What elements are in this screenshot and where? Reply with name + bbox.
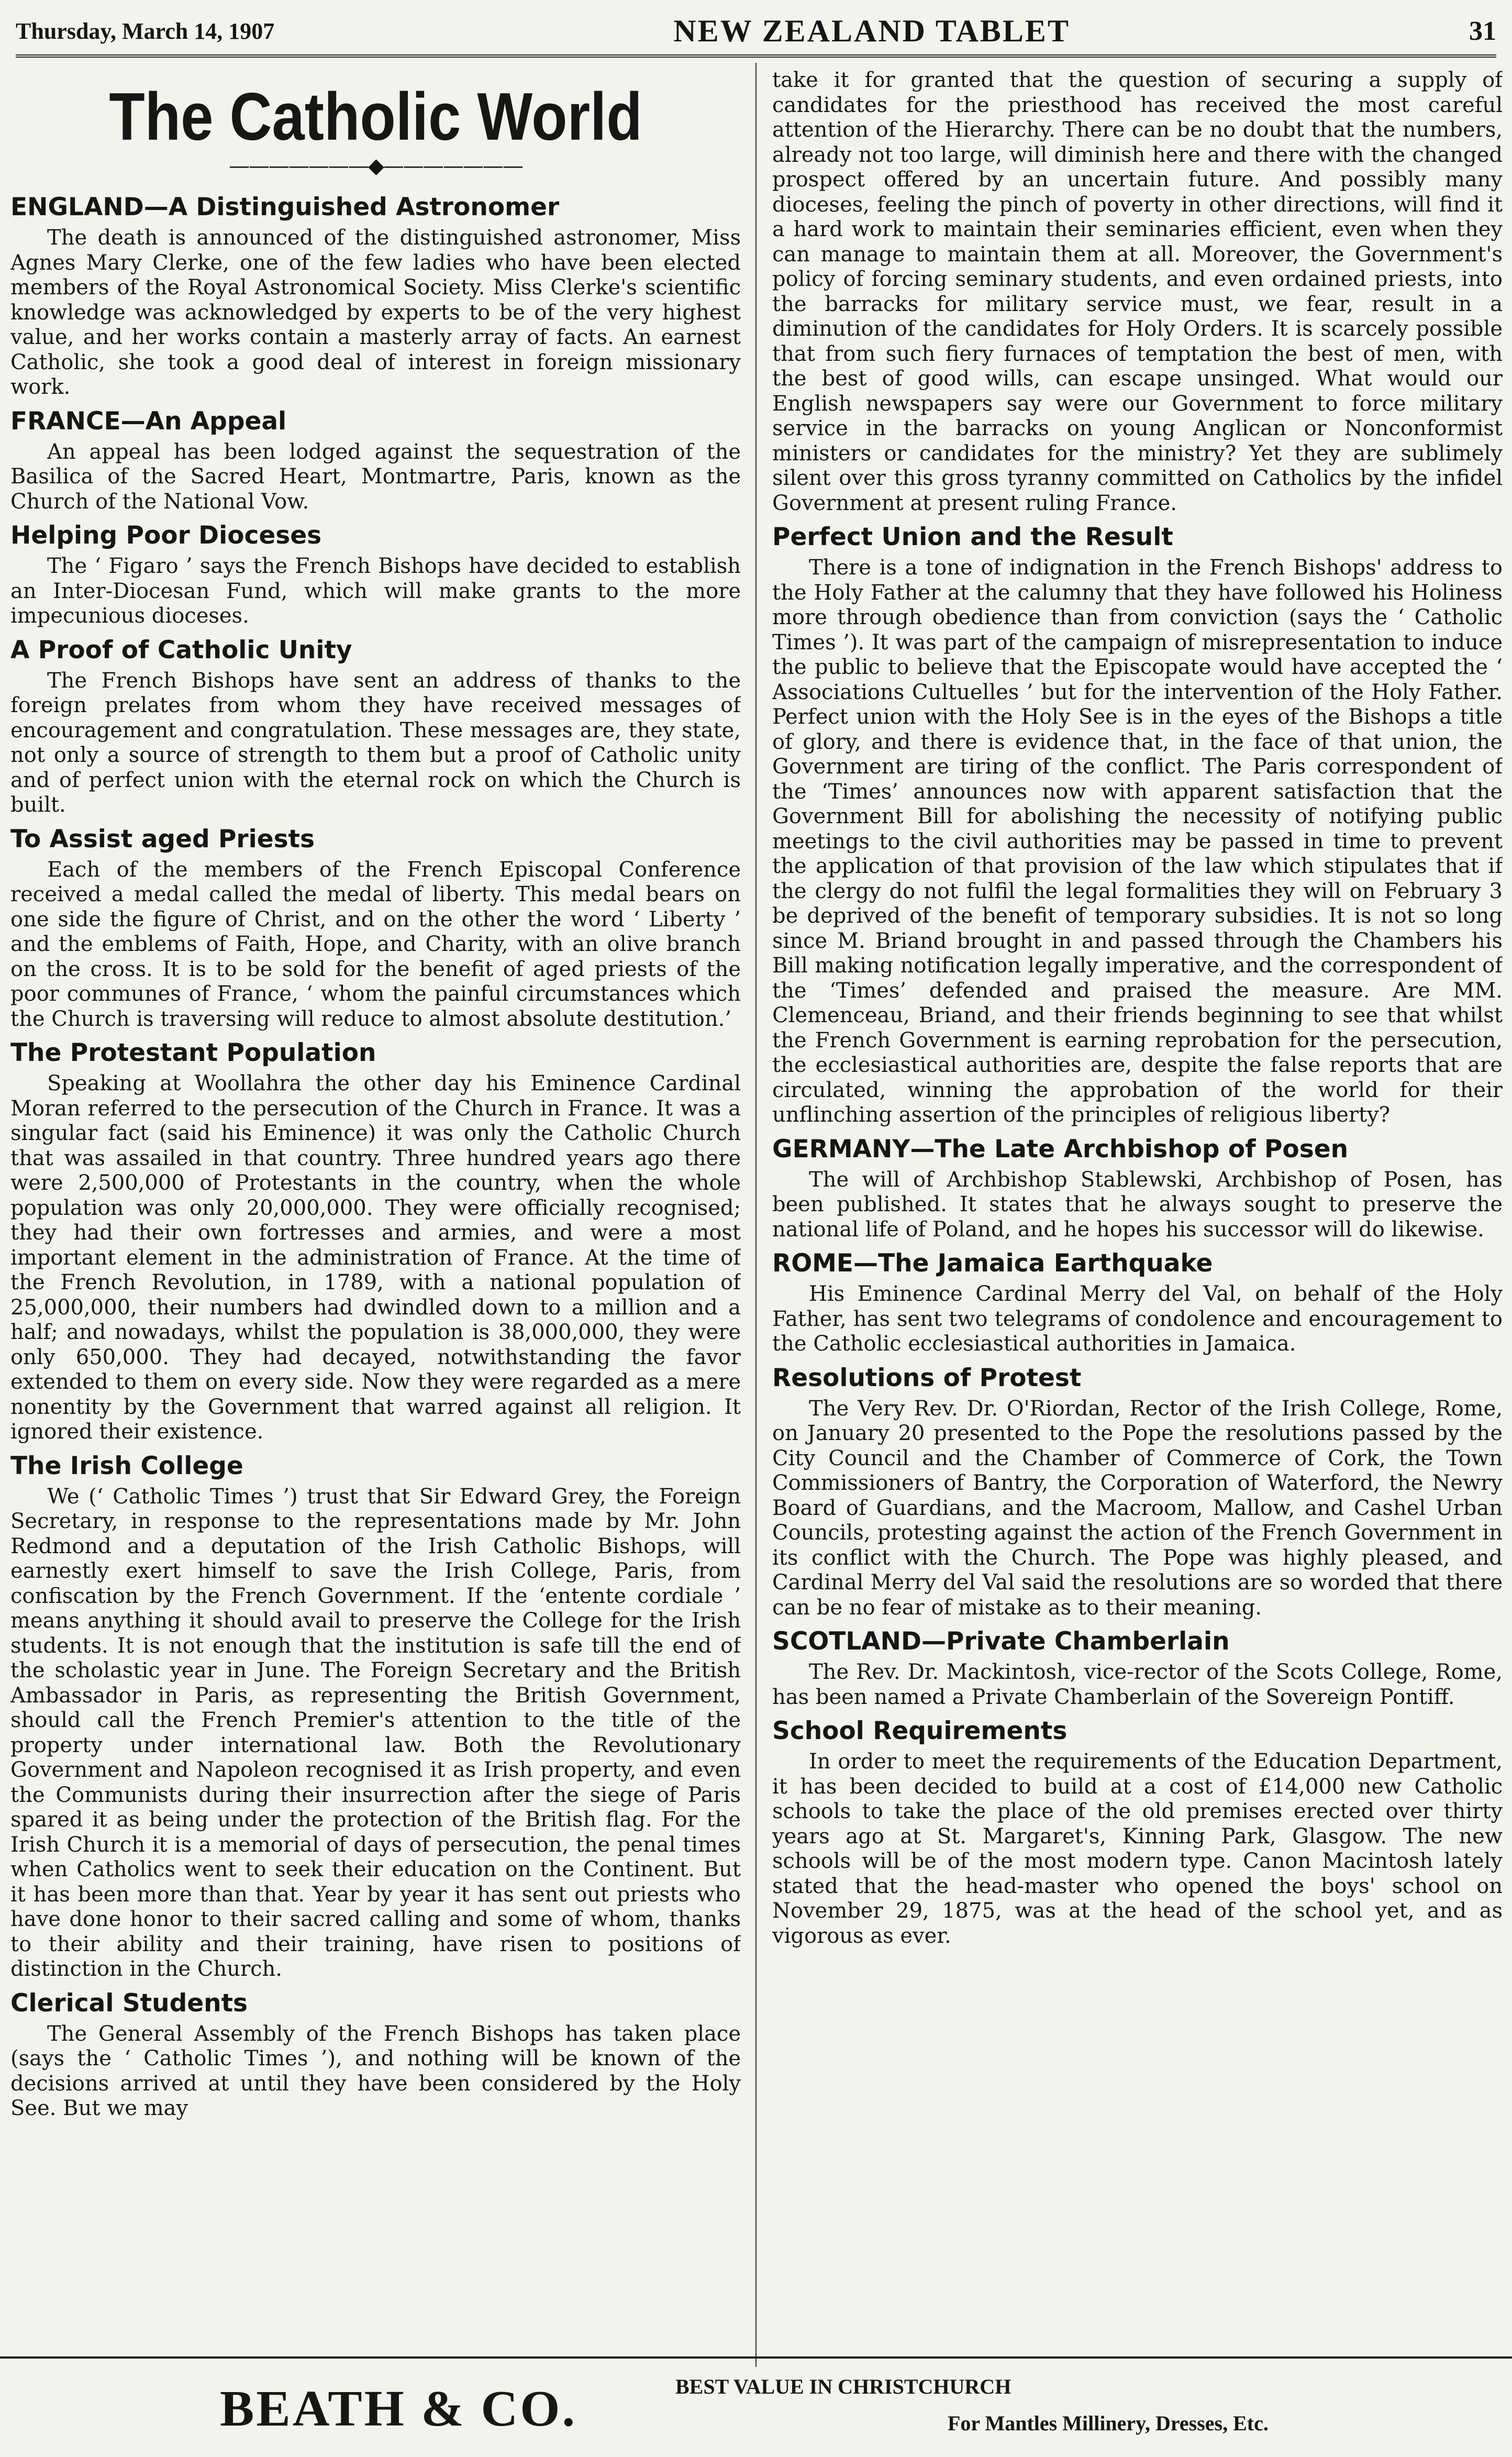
- ornament-divider: ———————◆———————: [229, 154, 522, 178]
- left-column: [10, 68, 741, 2351]
- article: [772, 1248, 1503, 1357]
- article: [772, 1626, 1503, 1710]
- article-paragraph: The French Bishops have sent an address of thanks to the foreign prelates from whom they have received messages of encouragement and congratulation. These messages are, they state, not only a source of strength to them but a proof of Catholic unity and of perfect union with the eternal rock on which the Church is built.: [10, 668, 741, 817]
- article: [10, 1988, 741, 2121]
- article: [10, 1451, 741, 1982]
- advert-tagline-products: For Mantles Millinery, Dresses, Etc.: [948, 2411, 1269, 2435]
- article: [772, 1134, 1503, 1243]
- article: [10, 824, 741, 1032]
- article: [772, 1716, 1503, 1949]
- article-paragraph: The Rev. Dr. Mackintosh, vice-rector of the Scots College, Rome, has been named a Private Chamberlain of the Sovereign Pontiff.: [772, 1660, 1503, 1709]
- article-paragraph: The Very Rev. Dr. O'Riordan, Rector of the Irish College, Rome, on January 20 presented to the Pope the resolutions passed by the City Council and the Chamber of Commerce of Cork, the Town Commissioners of Bantry, the Corporation of Waterford, the Newry Board of Guardians, and the Macroom, Mallow, and Cashel Urban Councils, protesting against the action of the French Government in its conflict with the Church. The Pope was highly pleased, and Cardinal Merry del Val said the resolutions are so worded that there can be no fear of mistake as to their meaning.: [772, 1396, 1503, 1620]
- article-heading: A Proof of Catholic Unity: [10, 635, 352, 665]
- right-column: [772, 68, 1503, 2351]
- article: [10, 521, 741, 629]
- article-paragraph: There is a tone of indignation in the French Bishops' address to the Holy Father at the calumny that they have followed his Holiness more through obedience than from conviction (says the ‘ Catholic Times ’). It was part of the campaign of misrepresentation to induce the public to believe that the Episcopate would have accepted the ‘ Associations Cultuelles ’ but for the intervention of the Holy Father. Perfect union with the Holy See is in the eyes of the Bishops a title of glory, and there is evidence that, in the face of that union, the Government are tiring of the conflict. The Paris correspondent of the ‘Times’ announces now with apparent satisfaction that the Government Bill for abolishing the necessity of notifying public meetings to the civil authorities may be passed in time to prevent the application of that provision of the law which stipulates that if the clergy do not fulfil the legal formalities they will on February 3 be deprived of the benefit of temporary subsidies. It is not so long since M. Briand brought in and passed through the Chambers his Bill making notification legally imperative, and the correspondent of the ‘Times’ defended and praised the measure. Are MM. Clemenceau, Briand, and their friends beginning to see that whilst the French Government is earning reprobation for the persecution, the ecclesiastical authorities are, despite the false reports that are circulated, winning the approbation of the world for their unflinching assertion of the principles of religious liberty?: [772, 556, 1503, 1127]
- newspaper-title: NEW ZEALAND TABLET: [673, 13, 1070, 48]
- article-paragraph: The death is announced of the distinguished astronomer, Miss Agnes Mary Clerke, one of the few ladies who have been elected members of the Royal Astronomical Society. Miss Clerke's scientific knowledge was acknowledged by experts to be of the very highest value, and her works contain a masterly array of facts. An earnest Catholic, she took a good deal of interest in foreign missionary work.: [10, 226, 741, 399]
- article-heading: Perfect Union and the Result: [772, 523, 1173, 551]
- advertiser-name: BEATH & CO.: [220, 2381, 577, 2437]
- article: [10, 1038, 741, 1445]
- article-paragraph: In order to meet the requirements of the Education Department, it has been decided to build at a cost of £14,000 new Catholic schools to take the place of the old premises erected over thirty years ago at St. Margaret's, Kinning Park, Glasgow. The new schools will be of the most modern type. Canon Macintosh lately stated that the head-master who opened the boys' school on November 29, 1875, was at the head of the school yet, and as vigorous as ever.: [772, 1750, 1503, 1948]
- article-heading: SCOTLAND—Private Chamberlain: [772, 1627, 1230, 1656]
- article-paragraph: An appeal has been lodged against the sequestration of the Basilica of the Sacred Heart, Montmartre, Paris, known as the Church of the National Vow.: [10, 439, 741, 514]
- article-heading: FRANCE—An Appeal: [10, 406, 287, 436]
- article-heading: Resolutions of Protest: [772, 1363, 1082, 1392]
- column-divider: [755, 63, 757, 2367]
- article: [772, 522, 1503, 1128]
- article: [10, 635, 741, 818]
- article-heading: To Assist aged Priests: [10, 824, 315, 854]
- article-paragraph: We (‘ Catholic Times ’) trust that Sir Edward Grey, the Foreign Secretary, in response to the representations made by Mr. John Redmond and a deputation of the Irish Catholic Bishops, will earnestly exert himself to save the Irish College, Paris, from confiscation by the French Government. If the ‘entente cordiale ’ means anything it should avail to preserve the College for the Irish students. It is not enough that the institution is safe till the end of the scholastic year in June. The Foreign Secretary and the British Ambassador in Paris, as representing the British Government, should call the French Premier's attention to the title of the property under international law. Both the Revolutionary Government and Napoleon recognised it as Irish property, and even the Communists during their insurrection after the siege of Paris spared it as being under the protection of the British flag. For the Irish Church it is a memorial of days of persecution, the penal times when Catholics went to seek their education on the Continent. But it has been more than that. Year by year it has sent out priests who have done honor to their sacred calling and some of whom, thanks to their ability and their training, have risen to positions of distinction in the Church.: [10, 1484, 741, 1981]
- article-paragraph: Speaking at Woollahra the other day his Eminence Cardinal Moran referred to the persecution of the Church in France. It was a singular fact (said his Eminence) it was only the Catholic Church that was assailed in that country. Three hundred years ago there were 2,500,000 of Protestants in the country, when the whole population was only 20,000,000. They were officially recognised; they had their own fortresses and armies, and were a most important element in the administration of France. At the time of the French Revolution, in 1789, with a national population of 25,000,000, their numbers had dwindled down to a million and a half; and nowadays, whilst the population is 38,000,000, they were only 650,000. They had decayed, notwithstanding the favor extended to them on every side. Now they were regarded as a mere nonentity by the Government that warred against all religion. It ignored their existence.: [10, 1071, 741, 1444]
- article-heading: Clerical Students: [10, 1988, 248, 2018]
- page-header: [16, 7, 1496, 58]
- article-heading: The Irish College: [10, 1451, 243, 1480]
- article-paragraph: The ‘ Figaro ’ says the French Bishops have decided to establish an Inter-Diocesan Fund, which will make grants to the more impecunious dioceses.: [10, 554, 741, 628]
- article-heading: School Requirements: [772, 1717, 1068, 1745]
- article: [772, 68, 1503, 516]
- article-heading: Helping Poor Dioceses: [10, 521, 322, 550]
- article-paragraph: take it for granted that the question of securing a supply of candidates for the priesthood has received the most careful attention of the Hierarchy. There can be no doubt that the numbers, already not too large, will diminish here and there with the changed prospect offered by an uncertain future. And possibly many dioceses, feeling the pinch of poverty in other directions, will find it a hard work to maintain their seminaries efficient, even when they can manage to maintain them at all. Moreover, the Government's policy of forcing seminary students, and even ordained priests, into the barracks for military service must, we fear, result in a diminution of the candidates for Holy Orders. It is scarcely possible that from such fiery furnaces of temptation the best of men, with the best of good wills, can escape unsinged. What would our English newspapers say were our Government to force military service in the barracks on young Anglican or Nonconformist ministers or candidates for the ministry? Yet they are sublimely silent over this gross tyranny committed on Catholics by the infidel Government at present ruling France.: [772, 68, 1503, 515]
- advert-tagline: BEST VALUE IN CHRISTCHURCH: [675, 2375, 1011, 2398]
- article-heading: GERMANY—The Late Archbishop of Posen: [772, 1134, 1349, 1164]
- article-paragraph: The will of Archbishop Stablewski, Archbishop of Posen, has been published. It states that he always sought to preserve the national life of Poland, and he hopes his successor will do likewise.: [772, 1167, 1503, 1242]
- article-heading: The Protestant Population: [10, 1038, 376, 1067]
- advertisement-footer: [0, 2356, 1512, 2457]
- section-title: The Catholic World: [109, 79, 642, 154]
- article: [772, 1363, 1503, 1621]
- issue-date: Thursday, March 14, 1907: [16, 18, 275, 44]
- article: [10, 192, 741, 400]
- right-articles: [772, 68, 1503, 1949]
- article-paragraph: Each of the members of the French Episcopal Conference received a medal called the medal of liberty. This medal bears on one side the figure of Christ, and on the other the word ‘ Liberty ’ and the emblems of Faith, Hope, and Charity, with an olive branch on the cross. It is to be sold for the benefit of aged priests of the poor communes of France, ‘ whom the painful circumstances which the Church is traversing will reduce to almost absolute destitution.’: [10, 857, 741, 1031]
- article-heading: ROME—The Jamaica Earthquake: [772, 1249, 1213, 1278]
- article: [10, 406, 741, 515]
- left-articles: [10, 192, 741, 2121]
- article-paragraph: His Eminence Cardinal Merry del Val, on behalf of the Holy Father, has sent two telegrams of condolence and encouragement to the Catholic ecclesiastical authorities in Jamaica.: [772, 1282, 1503, 1356]
- article-heading: ENGLAND—A Distinguished Astronomer: [10, 193, 560, 222]
- article-paragraph: The General Assembly of the French Bishops has taken place (says the ‘ Catholic Times ’), and nothing will be known of the decisions arrived at until they have been considered by the Holy See. But we may: [10, 2021, 741, 2120]
- page-number: 31: [1469, 16, 1496, 46]
